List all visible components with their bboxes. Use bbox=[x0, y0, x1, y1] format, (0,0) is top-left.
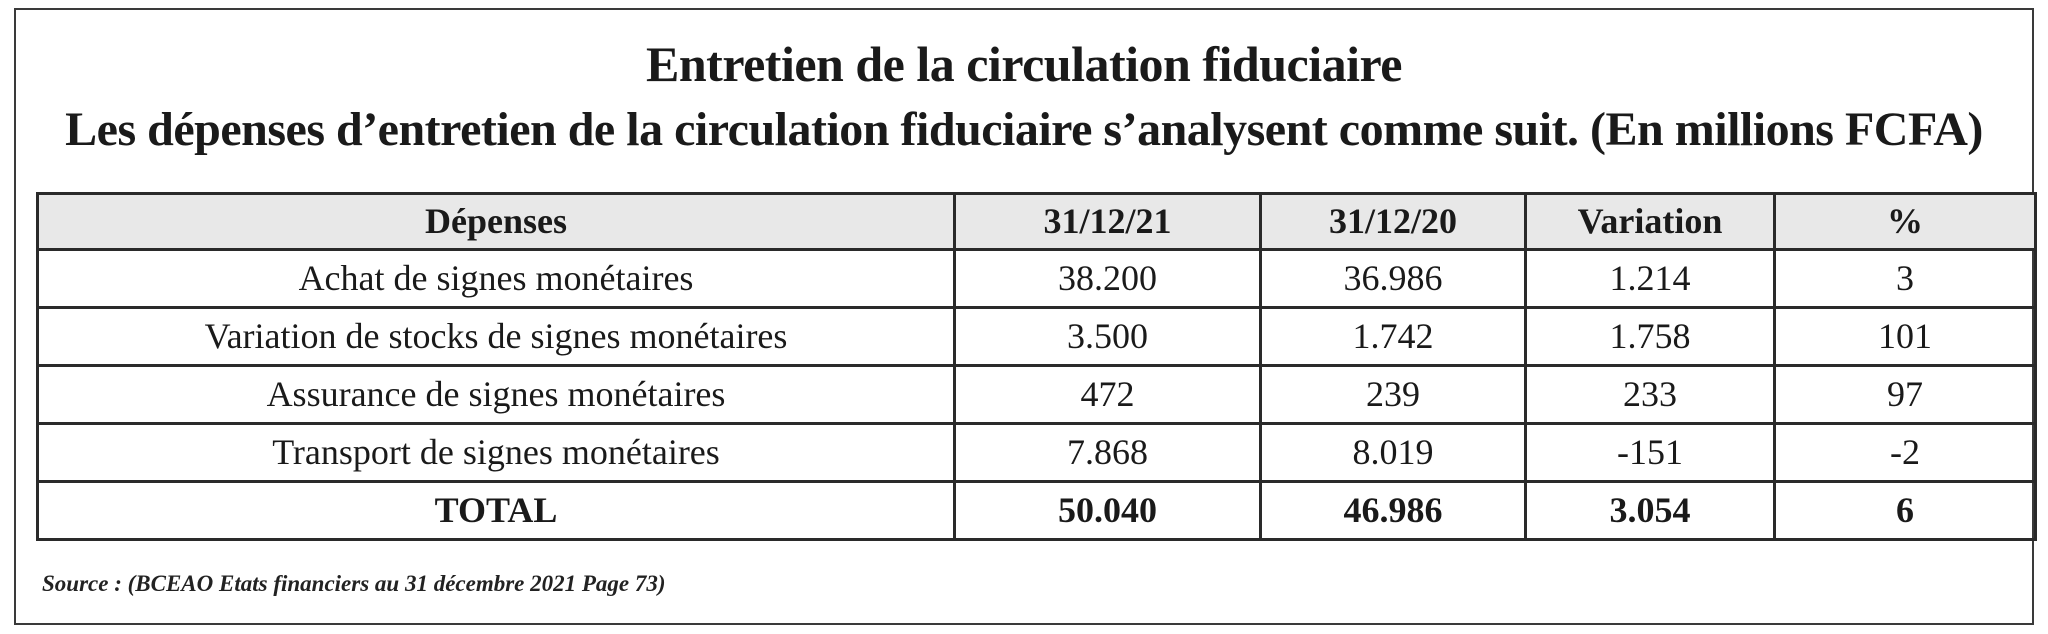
total-2021: 50.040 bbox=[955, 482, 1261, 540]
total-label: TOTAL bbox=[38, 482, 955, 540]
cell-label: Transport de signes monétaires bbox=[38, 424, 955, 482]
cell-2021: 472 bbox=[955, 366, 1261, 424]
table-row bbox=[38, 308, 2036, 366]
table-total-row bbox=[38, 482, 2036, 540]
expenses-table bbox=[36, 192, 2037, 541]
source-note: Source : (BCEAO Etats financiers au 31 décembre 2021 Page 73) bbox=[42, 571, 666, 596]
document-subtitle: Les dépenses d’entretien de la circulation fiduciaire s’analysent comme suit. (En millions FCFA) bbox=[65, 103, 1983, 156]
header-percent: % bbox=[1775, 194, 2036, 250]
cell-variation: -151 bbox=[1526, 424, 1775, 482]
total-percent: 6 bbox=[1775, 482, 2036, 540]
cell-variation: 1.214 bbox=[1526, 250, 1775, 308]
cell-percent: 3 bbox=[1775, 250, 2036, 308]
cell-2020: 36.986 bbox=[1261, 250, 1526, 308]
table-row bbox=[38, 366, 2036, 424]
header-2020: 31/12/20 bbox=[1261, 194, 1526, 250]
cell-2021: 7.868 bbox=[955, 424, 1261, 482]
cell-2020: 8.019 bbox=[1261, 424, 1526, 482]
header-variation: Variation bbox=[1526, 194, 1775, 250]
cell-2021: 38.200 bbox=[955, 250, 1261, 308]
cell-variation: 1.758 bbox=[1526, 308, 1775, 366]
total-variation: 3.054 bbox=[1526, 482, 1775, 540]
table-row bbox=[38, 424, 2036, 482]
cell-variation: 233 bbox=[1526, 366, 1775, 424]
table-header-row bbox=[38, 194, 2036, 250]
header-2021: 31/12/21 bbox=[955, 194, 1261, 250]
cell-percent: 101 bbox=[1775, 308, 2036, 366]
cell-percent: -2 bbox=[1775, 424, 2036, 482]
document-title: Entretien de la circulation fiduciaire bbox=[646, 36, 1402, 92]
table-row bbox=[38, 250, 2036, 308]
cell-2020: 239 bbox=[1261, 366, 1526, 424]
cell-label: Variation de stocks de signes monétaires bbox=[38, 308, 955, 366]
total-2020: 46.986 bbox=[1261, 482, 1526, 540]
cell-2020: 1.742 bbox=[1261, 308, 1526, 366]
cell-percent: 97 bbox=[1775, 366, 2036, 424]
cell-label: Assurance de signes monétaires bbox=[38, 366, 955, 424]
header-depenses: Dépenses bbox=[38, 194, 955, 250]
cell-label: Achat de signes monétaires bbox=[38, 250, 955, 308]
cell-2021: 3.500 bbox=[955, 308, 1261, 366]
